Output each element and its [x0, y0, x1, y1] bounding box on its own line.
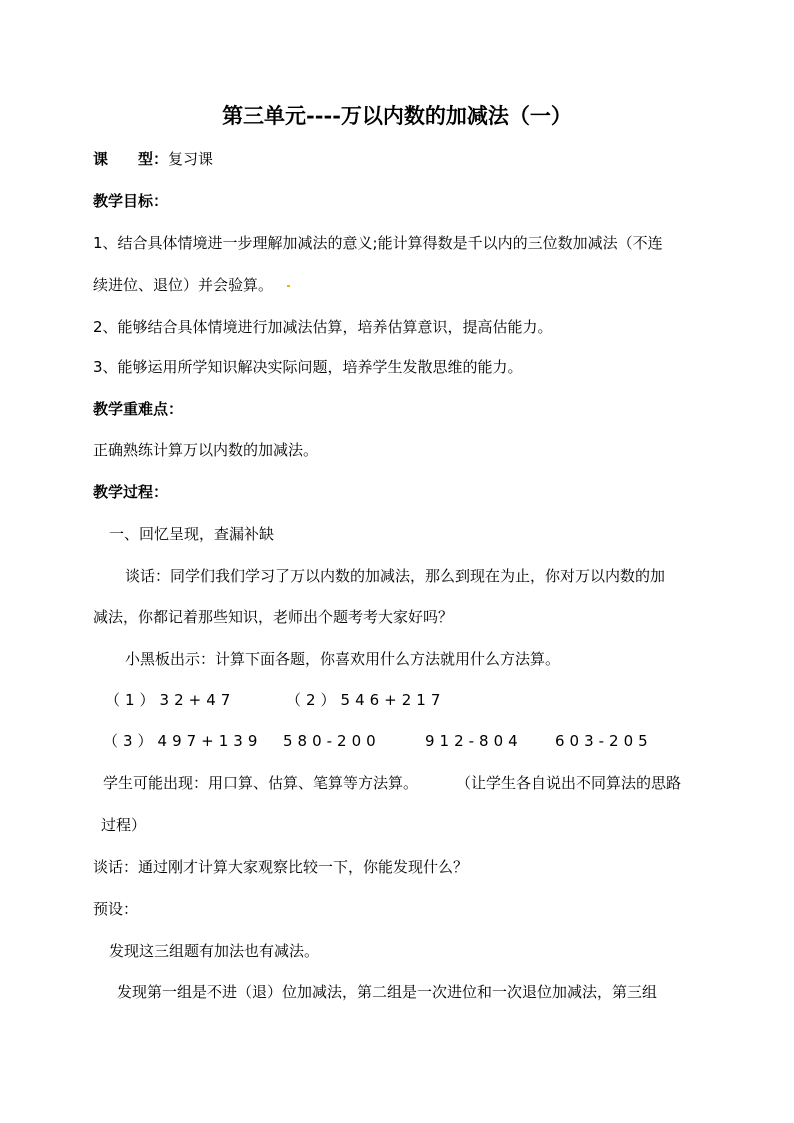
- stray-mark: [287, 285, 290, 287]
- course-type-line: [93, 149, 213, 169]
- calc-3: （3）497+139: [103, 732, 263, 750]
- finding-2: 发现第一组是不进（退）位加减法，第二组是一次进位和一次退位加减法，第三组: [117, 983, 658, 1001]
- calc-1: （1）32+47: [105, 691, 236, 709]
- talk-2: 谈话：通过刚才计算大家观察比较一下，你能发现什么？: [93, 858, 469, 876]
- blackboard-instruction: 小黑板出示：计算下面各题，你喜欢用什么方法就用什么方法算。: [125, 650, 561, 668]
- course-type-label: 课 型：: [93, 150, 169, 168]
- calc-6: 603-205: [555, 732, 653, 750]
- possible-answers-note: （让学生各自说出不同算法的思路: [456, 774, 682, 792]
- process-heading: 教学过程：: [93, 483, 169, 501]
- talk-1-line-2: 减法，你都记着那些知识，老师出个题考考大家好吗？: [93, 608, 454, 626]
- calc-2: （2）546+217: [286, 691, 446, 709]
- calc-4: 580-200: [283, 732, 381, 750]
- calc-5: 912-804: [425, 732, 523, 750]
- section-1-heading: 一、回忆呈现，查漏补缺: [109, 525, 275, 543]
- goal-1-line-1: 1、结合具体情境进一步理解加减法的意义;能计算得数是千以内的三位数加减法（不连: [93, 234, 663, 252]
- key-points-text: 正确熟练计算万以内数的加减法。: [93, 441, 319, 459]
- possible-answers-line-1: 学生可能出现：用口算、估算、笔算等方法算。: [103, 774, 419, 792]
- key-points-heading: 教学重难点：: [93, 400, 184, 418]
- goal-3: 3、能够运用所学知识解决实际问题，培养学生发散思维的能力。: [93, 358, 523, 376]
- goals-heading: 教学目标：: [93, 192, 169, 210]
- goal-1-line-2: 续进位、退位）并会验算。: [93, 276, 274, 294]
- finding-1: 发现这三组题有加法也有减法。: [109, 942, 320, 960]
- course-type-value: 复习课: [168, 150, 214, 168]
- talk-1-line-1: 谈话：同学们我们学习了万以内数的加减法，那么到现在为止，你对万以内数的加: [125, 567, 666, 585]
- possible-answers-line-2: 过程）: [101, 816, 147, 834]
- preset-label: 预设：: [93, 900, 139, 918]
- goal-2: 2、能够结合具体情境进行加减法估算，培养估算意识，提高估能力。: [93, 318, 553, 336]
- document-title: 第三单元----万以内数的加减法（一）: [222, 103, 572, 128]
